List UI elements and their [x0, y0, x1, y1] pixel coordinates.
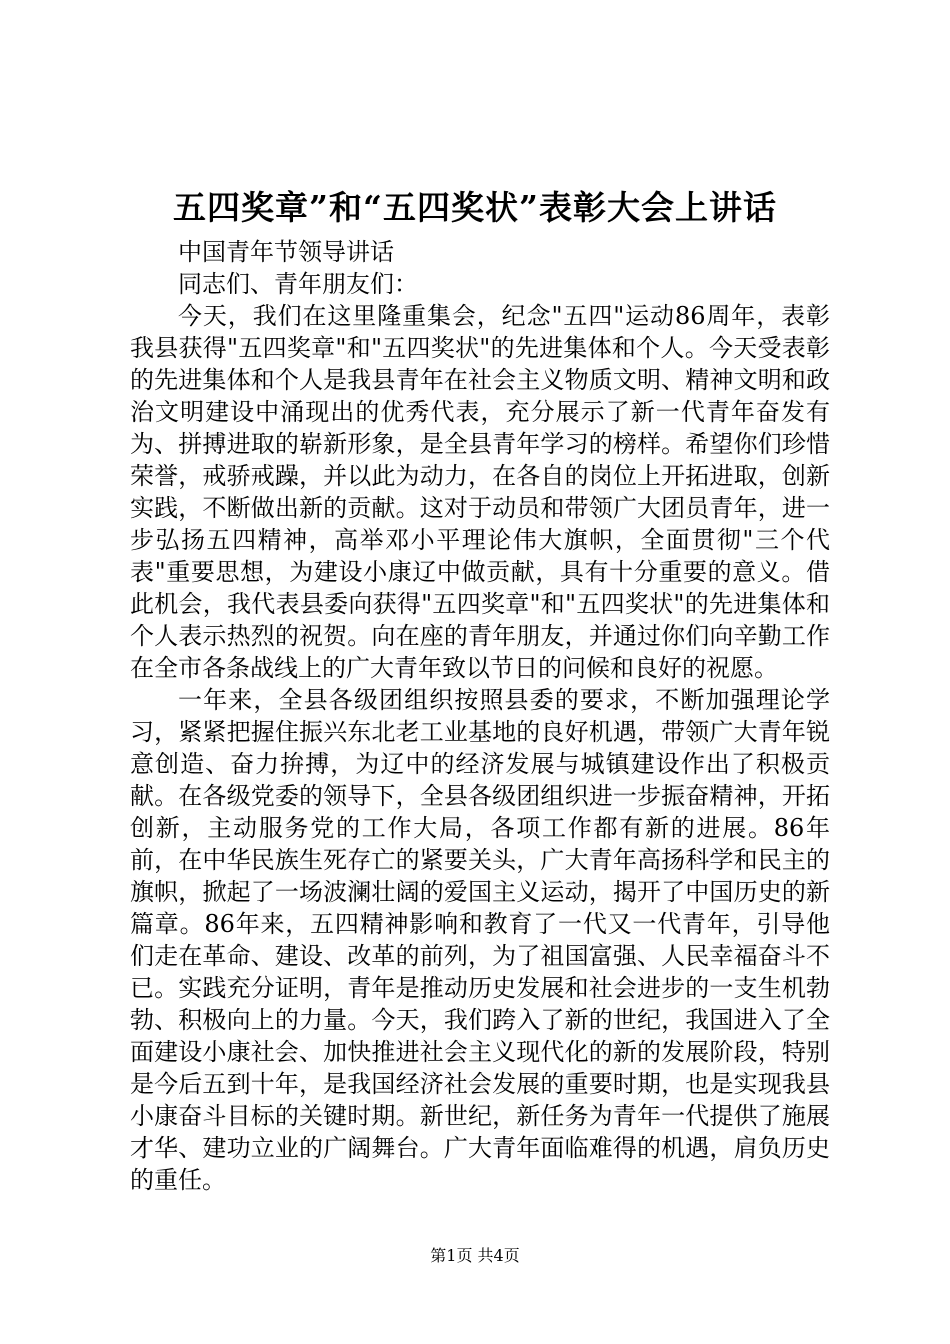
paragraph-1: 今天，我们在这里隆重集会，纪念"五四"运动86周年，表彰我县获得"五四奖章"和"五四奖状"的先进集体和个人。今天受表彰的先进集体和个人是我县青年在社会主义物质文明、精神文明和政治文明建设中涌现出的优秀代表，充分展示了新一代青年奋发有为、拼搏进取的崭新形象，是全县青年学习的榜样。希望你们珍惜荣誉，戒骄戒躁，并以此为动力，在各自的岗位上开拓进取，创新实践，不断做出新的贡献。这对于动员和带领广大团员青年，进一步弘扬五四精神，高举邓小平理论伟大旗帜，全面贯彻"三个代表"重要思想，为建设小康辽中做贡献，具有十分重要的意义。借此机会，我代表县委向获得"五四奖章"和"五四奖状"的先进集体和个人表示热烈的祝贺。向在座的青年朋友，并通过你们向辛勤工作在全市各条战线上的广大青年致以节日的问候和良好的祝愿。 [130, 302, 830, 682]
paragraph-subtitle: 中国青年节领导讲话 [178, 238, 394, 266]
paragraph-2: 一年来，全县各级团组织按照县委的要求，不断加强理论学习，紧紧把握住振兴东北老工业基地的良好机遇，带领广大青年锐意创造、奋力拚搏，为辽中的经济发展与城镇建设作出了积极贡献。在各级党委的领导下，全县各级团组织进一步振奋精神，开拓创新，主动服务党的工作大局，各项工作都有新的进展。86年前，在中华民族生死存亡的紧要关头，广大青年高扬科学和民主的旗帜，掀起了一场波澜壮阔的爱国主义运动，揭开了中国历史的新篇章。86年来，五四精神影响和教育了一代又一代青年，引导他们走在革命、建设、改革的前列，为了祖国富强、人民幸福奋斗不已。实践充分证明，青年是推动历史发展和社会进步的一支生机勃勃、积极向上的力量。今天，我们跨入了新的世纪，我国进入了全面建设小康社会、加快推进社会主义现代化的新的发展阶段，特别是今后五到十年，是我国经济社会发展的重要时期，也是实现我县小康奋斗目标的关键时期。新世纪，新任务为青年一代提供了施展才华、建功立业的广阔舞台。广大青年面临难得的机遇，肩负历史的重任。 [130, 686, 830, 1194]
page-footer: 第1页 共4页 [430, 1246, 520, 1265]
paragraph-salutation: 同志们、青年朋友们： [178, 270, 418, 298]
document-title: 五四奖章”和“五四奖状”表彰大会上讲话 [173, 188, 777, 227]
document-body [130, 236, 830, 1196]
